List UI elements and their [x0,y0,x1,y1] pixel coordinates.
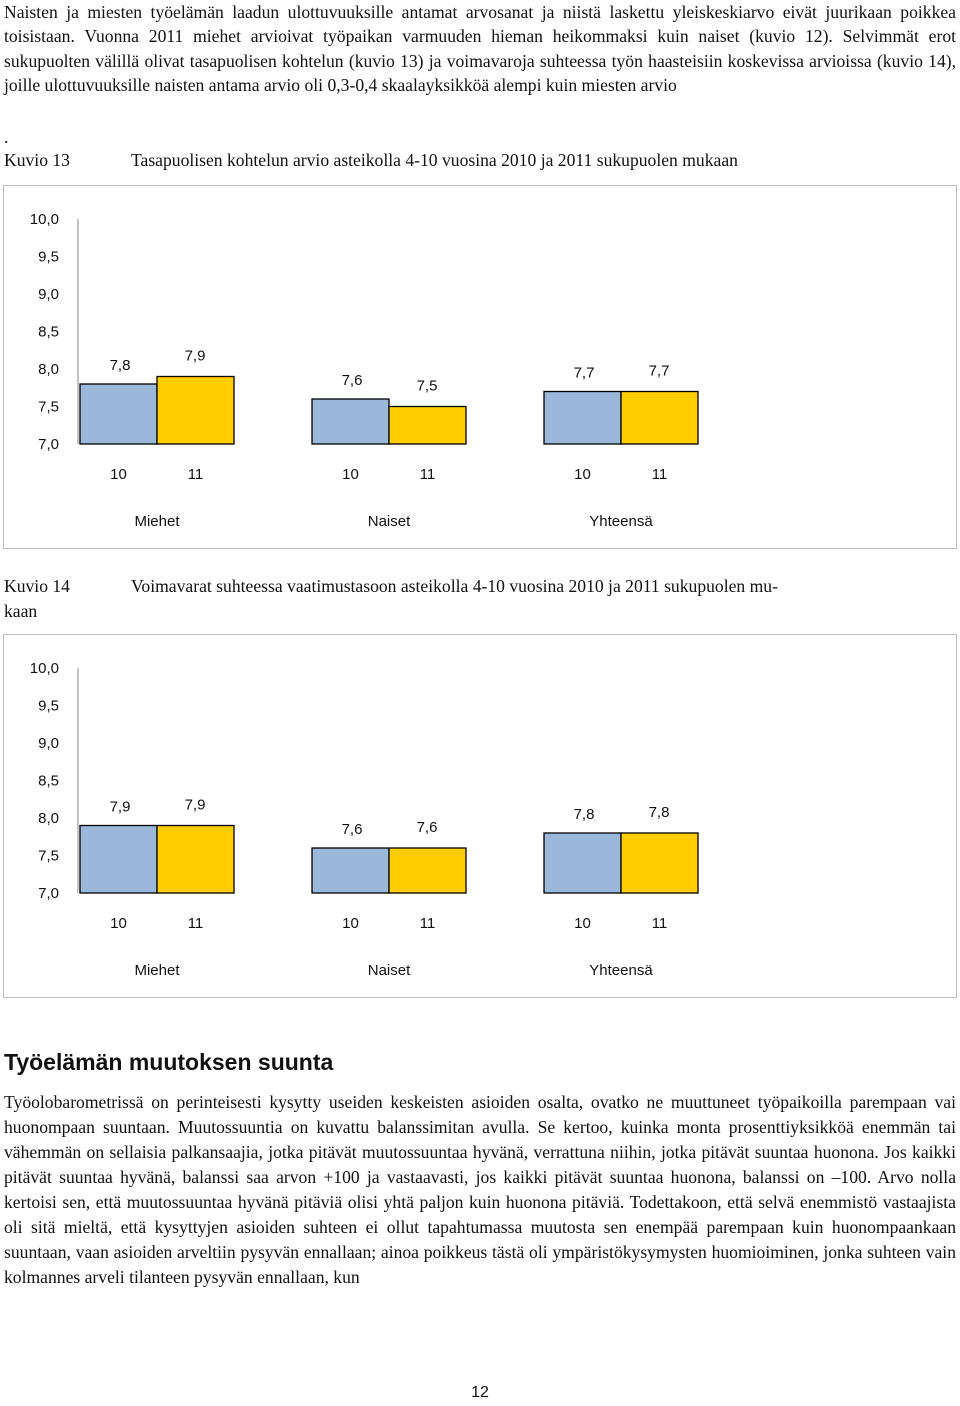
bar-naiset-2010 [312,399,389,444]
category-label: 11 [187,915,204,932]
figure-14-label: Kuvio 14 [4,576,70,596]
y-tick-label: 9,0 [38,286,59,303]
chart-kuvio-14 [3,634,957,998]
intro-paragraph: Naisten ja miesten työelämän laadun ulottuvuuksille antamat arvosanat ja niistä laskettu yleiskeskiarvo eivät juurikaan poikkea toisistaan. Vuonna 2011 miehet arvioivat työpaikan varmuuden hieman heikommaksi kuin naiset (kuvio 12). Selvimmät erot sukupuolten välillä olivat tasapuolisen kohtelun (kuvio 13) ja voimavaroja suhteessa työn haasteisiin koskevissa arvioissa (kuvio 14), joille ulottuvuuksille naisten antama arvio oli 0,3-0,4 skaalayksikköä alempi kuin miesten arvio [4,2,956,96]
group-label: Naiset [367,962,411,979]
group-label: Naiset [367,513,411,530]
category-label: 11 [651,915,668,932]
value-label: 7,9 [184,347,206,365]
y-tick-label: 8,0 [38,361,59,378]
bar-yhteensä-2011 [621,392,698,445]
y-tick-label: 8,0 [38,810,59,827]
bar-miehet-2011 [157,377,234,445]
figure-14-title-continuation: kaan [4,601,38,621]
y-tick-label: 9,5 [38,697,59,715]
value-label: 7,6 [416,819,438,836]
bar-naiset-2011 [389,407,466,445]
figure-13-title: Tasapuolisen kohtelun arvio asteikolla 4-10 vuosina 2010 ja 2011 sukupuolen mukaan [131,150,738,170]
group-label: Yhteensä [589,513,653,530]
bar-miehet-2010 [80,826,157,894]
category-label: 11 [419,466,436,483]
section-paragraph: Työolobarometrissä on perinteisesti kysytty useiden keskeisten asioiden osalta, ovatko ne muuttuneet työpaikoilla parempaan vai huonompaan suuntaan. Muutossuuntia on kuvattu balanssimitan avulla. Se kertoo, kuinka monta prosenttiyksikköä enemmän tai vähemmän on sellaisia palkansaajia, jotka pitävät muutossuuntaa hyvänä, verrattuna niihin, jotka pitävät suuntaa huonona. Jos kaikki pitävät suuntaa hyvänä, balanssi saa arvon +100 ja vastaavasti, jos kaikki pitävät suuntaa huonona, balanssi on –100. Arvo nolla kertoisi sen, että muutossuuntaa hyvänä pitäviä olisi yhtä paljon kuin huonona pitäviä. Todettakoon, että selvä enemmistö vastaajista oli sitä mieltä, että kysyttyjen asioiden suhteen ei ollut tapahtumassa muutosta sen enempää parempaan kuin huonompaankaan suuntaan, vaan asioiden arveltiin pysyvän ennallaan; ainoa poikkeus tästä oli ympäristökysymysten huomioiminen, jonka suhteen vain kolmannes arveli tilanteen pysyvän ennallaan, kun [4,1092,956,1287]
value-label: 7,9 [109,798,131,816]
value-label: 7,8 [648,804,670,821]
y-tick-label: 10,0 [29,211,59,228]
group-label: Miehet [134,513,180,530]
bar-naiset-2010 [312,848,389,893]
value-label: 7,8 [573,806,595,823]
value-label: 7,6 [341,372,363,389]
group-label: Miehet [134,962,180,979]
value-label: 7,5 [416,377,438,395]
y-tick-label: 9,5 [38,248,59,266]
value-label: 7,6 [341,821,363,838]
group-label: Yhteensä [589,962,653,979]
category-label: 10 [110,466,127,483]
value-label: 7,7 [573,364,595,382]
y-tick-label: 7,5 [38,398,59,416]
category-label: 10 [342,466,359,483]
bar-yhteensä-2010 [544,833,621,893]
figure-13-label: Kuvio 13 [4,150,70,170]
y-tick-label: 7,5 [38,847,59,865]
chart-kuvio-13 [3,185,957,549]
category-label: 10 [574,915,591,932]
bar-naiset-2011 [389,848,466,893]
y-tick-label: 8,5 [38,323,59,341]
intro-trailing-dot: . [4,127,9,147]
section-heading: Työelämän muutoksen suunta [4,1049,334,1075]
bar-miehet-2010 [80,384,157,444]
category-label: 10 [342,915,359,932]
bar-yhteensä-2011 [621,833,698,893]
category-label: 10 [574,466,591,483]
y-tick-label: 7,0 [38,885,59,902]
chart-14-svg [4,635,955,996]
value-label: 7,7 [648,362,670,380]
bar-miehet-2011 [157,826,234,894]
y-tick-label: 10,0 [29,660,59,677]
y-tick-label: 9,0 [38,735,59,752]
category-label: 11 [651,466,668,483]
bar-yhteensä-2010 [544,392,621,445]
category-label: 11 [187,466,204,483]
category-label: 11 [419,915,436,932]
y-tick-label: 8,5 [38,772,59,790]
category-label: 10 [110,915,127,932]
figure-14-title: Voimavarat suhteessa vaatimustasoon asteikolla 4-10 vuosina 2010 ja 2011 sukupuolen mu- [131,576,778,596]
chart-13-svg [4,186,955,547]
value-label: 7,9 [184,796,206,814]
value-label: 7,8 [109,357,131,374]
y-tick-label: 7,0 [38,436,59,453]
page-number: 12 [471,1384,489,1401]
